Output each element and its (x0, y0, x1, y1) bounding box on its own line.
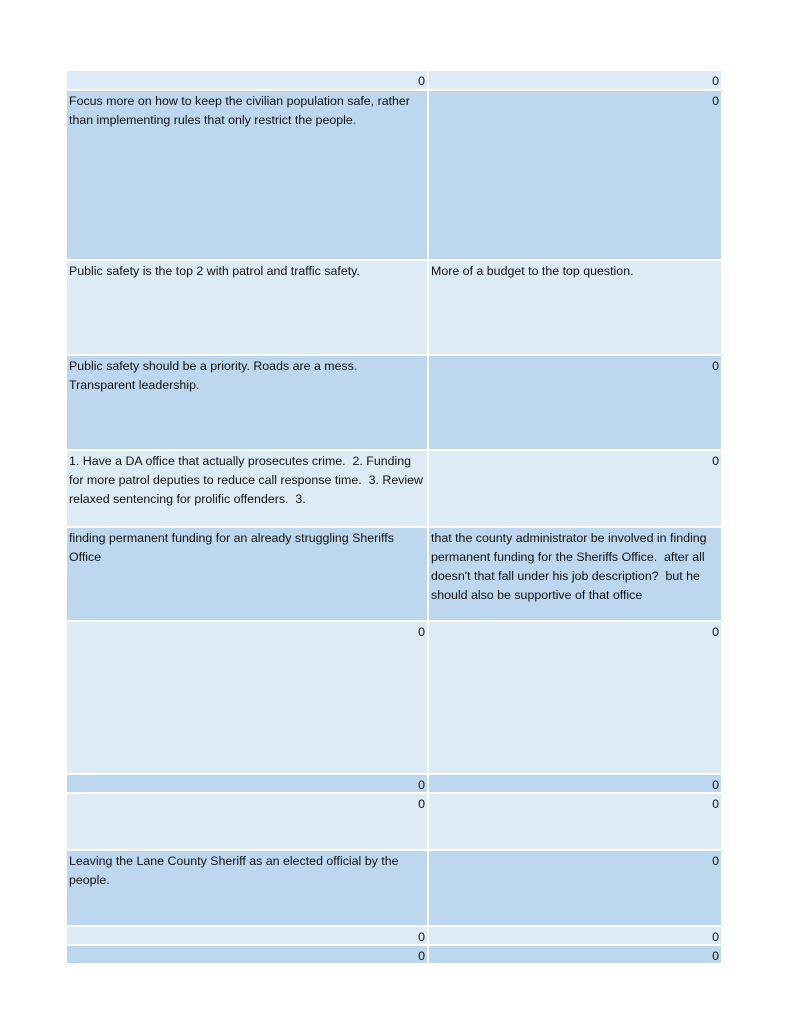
table-cell: 0 (67, 71, 429, 89)
table-cell: 0 (67, 794, 429, 849)
survey-response-table (67, 71, 721, 965)
table-cell: 0 (712, 94, 719, 108)
table-row (67, 71, 721, 91)
table-cell: 0 (712, 949, 719, 963)
table-cell: 0 (712, 74, 719, 88)
table-row (67, 851, 721, 927)
table-cell: Leaving the Lane County Sheriff as an elected official by the people. (67, 851, 429, 925)
table-row (67, 946, 721, 965)
table-row (67, 927, 721, 946)
table-cell: 0 (67, 927, 429, 944)
table-row (67, 91, 721, 261)
table-cell: finding permanent funding for an already struggling Sheriffs Office (67, 528, 429, 620)
table-row (67, 356, 721, 451)
table-cell: Public safety is the top 2 with patrol and traffic safety. (67, 261, 429, 354)
table-cell: 0 (712, 797, 719, 811)
table-cell: 0 (712, 778, 719, 792)
table-cell: 0 (712, 359, 719, 373)
table-row (67, 528, 721, 622)
table-cell: that the county administrator be involved in finding permanent funding for the Sheriffs Office. after all doesn't that fall under his job description? but he should also be supportive of that office (431, 531, 710, 602)
table-cell: More of a budget to the top question. (431, 264, 634, 278)
table-cell: Focus more on how to keep the civilian population safe, rather than implementing rules that only restrict the people. (67, 91, 429, 259)
table-row (67, 794, 721, 851)
table-cell: Public safety should be a priority. Roads are a mess. Transparent leadership. (67, 356, 429, 449)
table-cell: 0 (67, 622, 429, 773)
table-row (67, 451, 721, 528)
table-cell: 1. Have a DA office that actually prosecutes crime. 2. Funding for more patrol deputies to reduce call response time. 3. Review relaxed sentencing for prolific offenders. 3. (67, 451, 429, 526)
table-cell: 0 (67, 775, 429, 792)
table-row (67, 261, 721, 356)
table-row (67, 775, 721, 794)
table-cell: 0 (712, 454, 719, 468)
table-cell: 0 (712, 930, 719, 944)
table-row (67, 622, 721, 775)
table-cell: 0 (67, 946, 429, 963)
table-cell: 0 (712, 625, 719, 639)
table-cell: 0 (712, 854, 719, 868)
